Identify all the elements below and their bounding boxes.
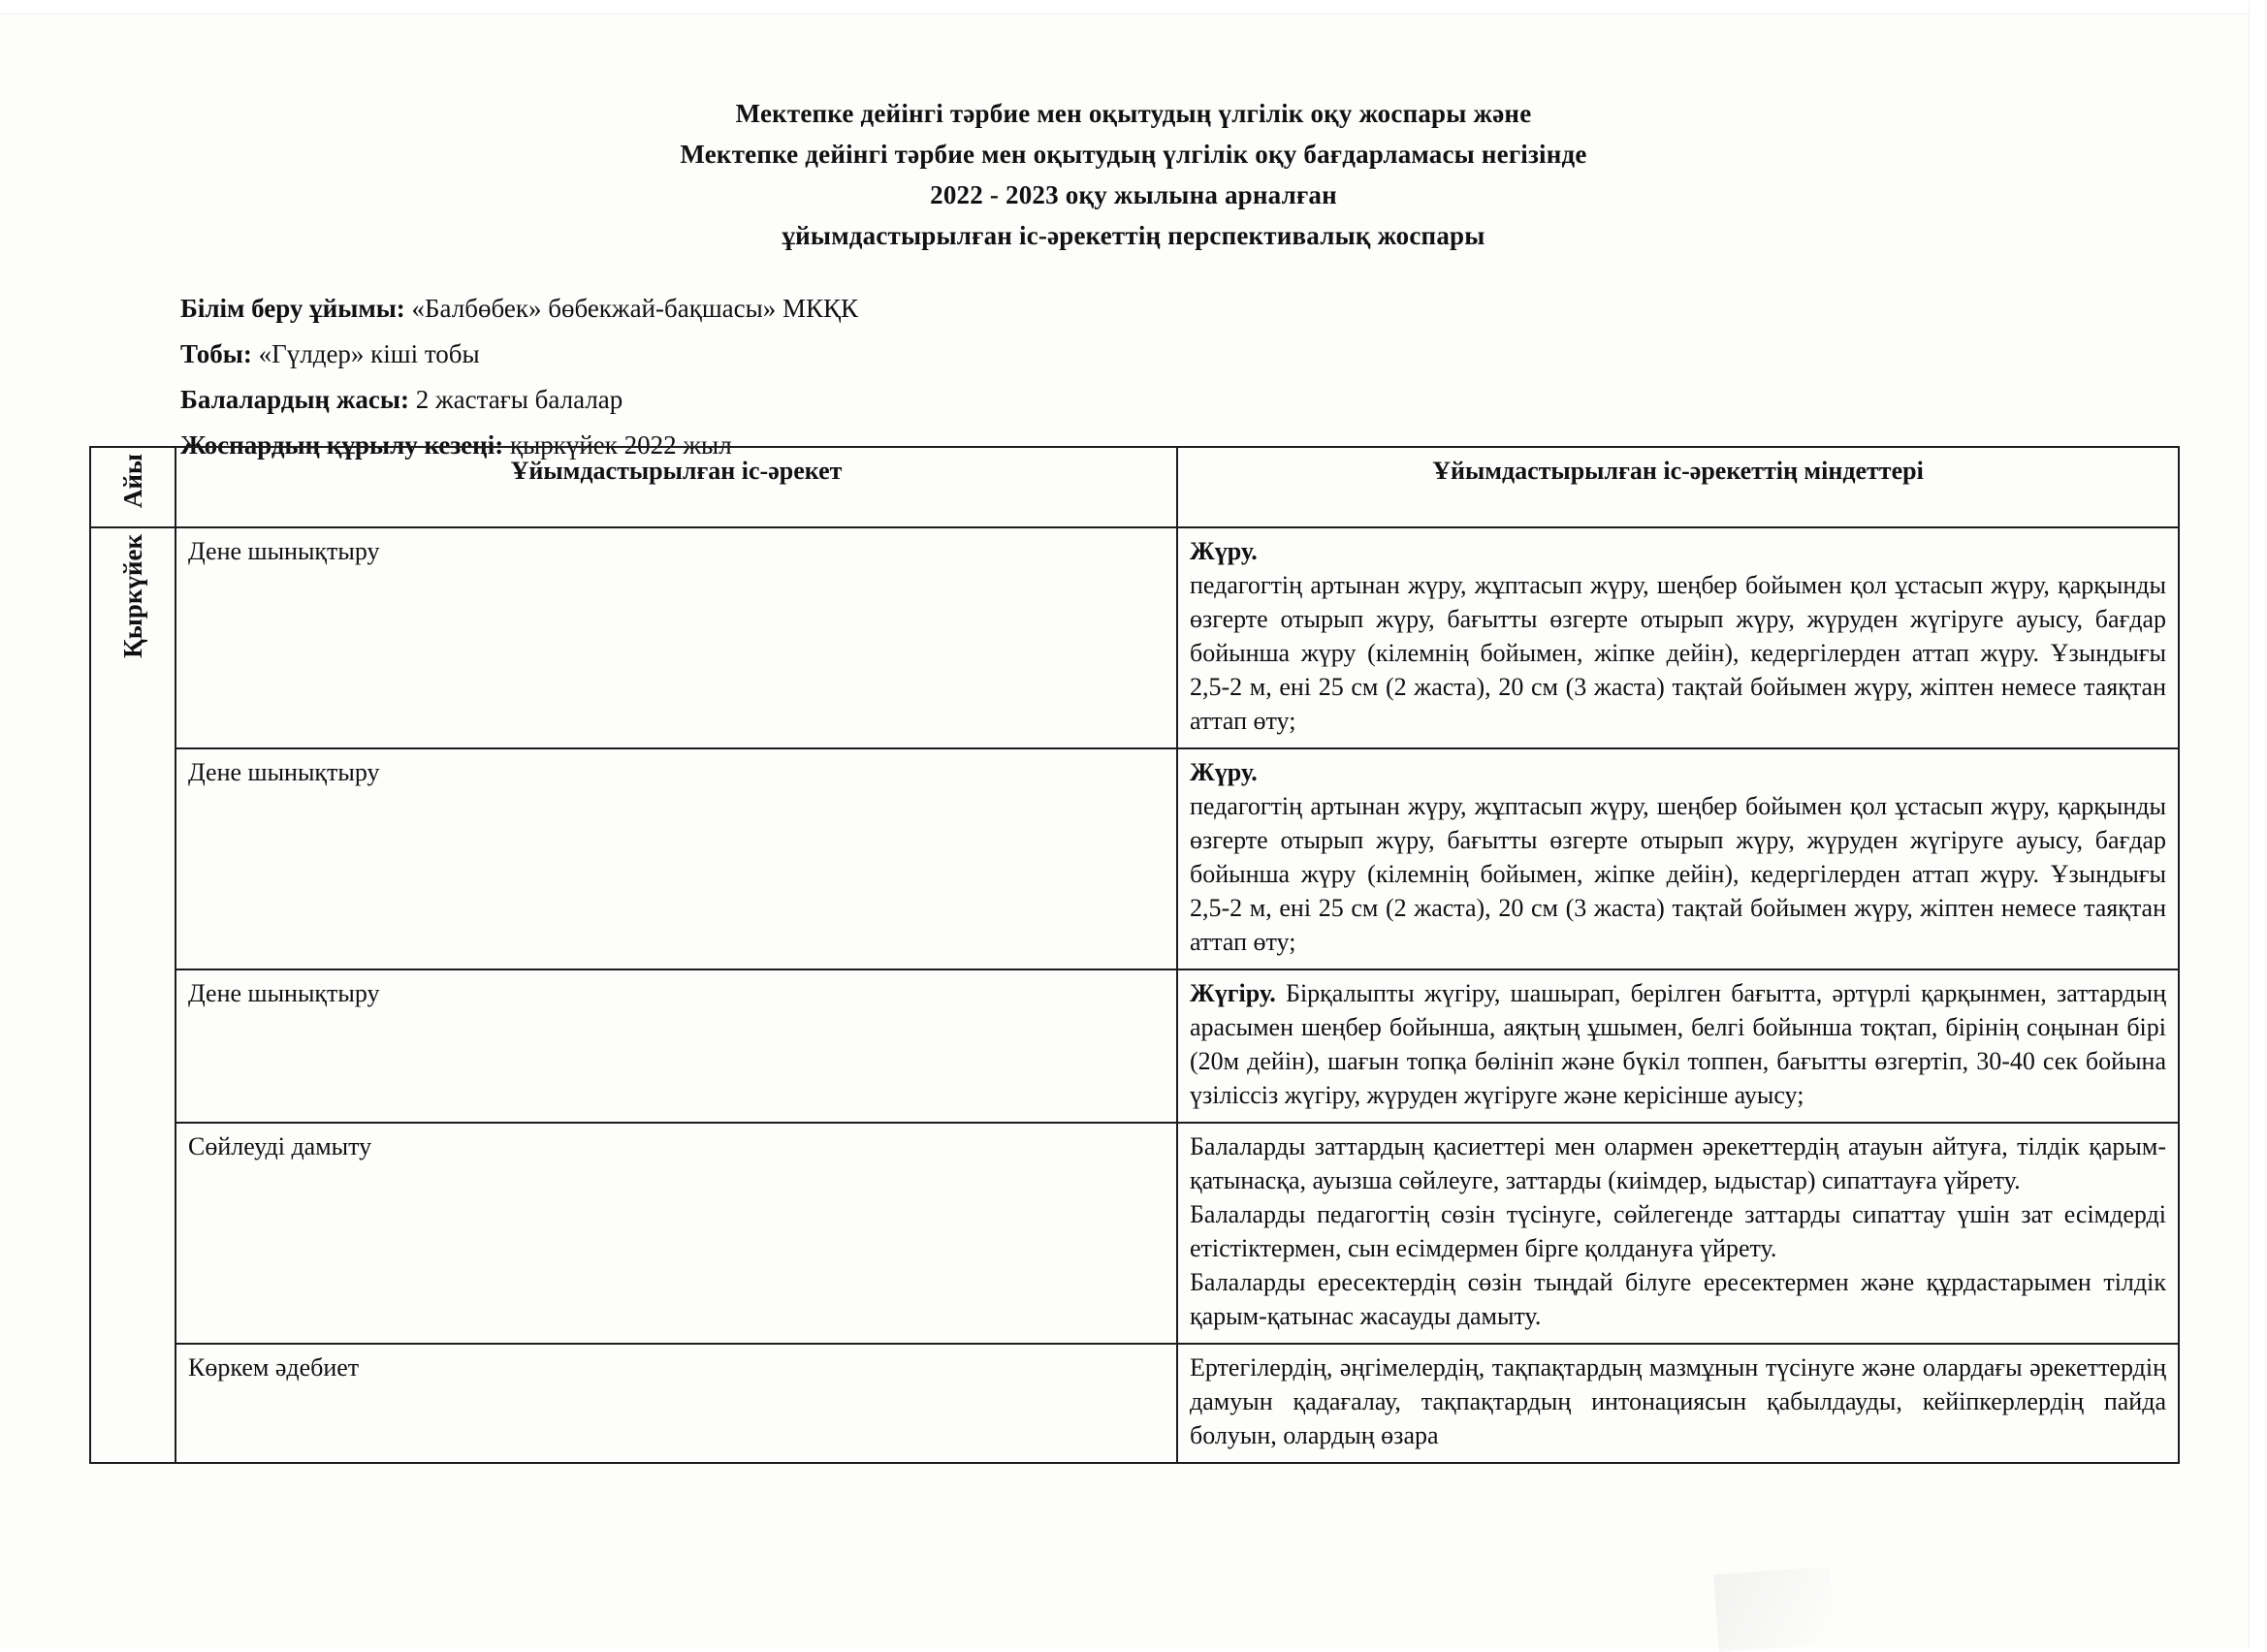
tasks-lead-text: Жүру. <box>1190 758 1258 787</box>
meta-row-age <box>180 377 858 423</box>
table-row <box>90 1123 2179 1344</box>
tasks-paragraph <box>1190 976 2166 1112</box>
meta-row-organization <box>180 286 858 332</box>
activity-cell: Дене шынықтыру <box>176 969 1177 1123</box>
month-cell <box>90 527 176 1463</box>
title-line-1: Мектепке дейінгі тәрбие мен оқытудың үлгілік оқу жоспары және <box>735 99 1532 128</box>
meta-row-group <box>180 332 858 377</box>
meta-label-organization: Білім беру ұйымы: <box>180 294 405 323</box>
tasks-paragraph: Балаларды педагогтің сөзін түсінуге, сөйлегенде заттарды сипаттау үшін зат есімдерді етістіктермен, сын есімдермен бірге қолдануға үйрету. <box>1190 1200 2166 1263</box>
tasks-paragraph: педагогтің артынан жүру, жұптасып жүру, шеңбер бойымен қол ұстасып жүру, қарқынды өзгерте отырып жүру, бағытты өзгерте отырып жүру, жүруден жүгіруге ауысу, бағдар бойынша жүру (кілемнің бойымен, жіпке дейін), кедергілерден аттап жүру. Ұзындығы 2,5-2 м, ені 25 см (2 жаста), 20 см (3 жаста) тақтай бойымен жүру, жіптен немесе таяқтан аттап өту; <box>1190 792 2166 957</box>
meta-label-age: Балалардың жасы: <box>180 385 409 414</box>
tasks-paragraph: педагогтің артынан жүру, жұптасып жүру, шеңбер бойымен қол ұстасып жүру, қарқынды өзгерте отырып жүру, бағытты өзгерте отырып жүру, жүруден жүгіруге ауысу, бағдар бойынша жүру (кілемнің бойымен, жіпке дейін), кедергілерден аттап жүру. Ұзындығы 2,5-2 м, ені 25 см (2 жаста), 20 см (3 жаста) тақтай бойымен жүру, жіптен немесе таяқтан аттап өту; <box>1190 571 2166 736</box>
table-row <box>90 1344 2179 1463</box>
tasks-lead <box>1190 755 2166 789</box>
tasks-cell <box>1177 527 2179 748</box>
title-line-2: Мектепке дейінгі тәрбие мен оқытудың үлгілік оқу бағдарламасы негізінде <box>680 140 1587 169</box>
tasks-paragraph-text: Бірқалыпты жүгіру, шашырап, берілген бағытта, әртүрлі қарқынмен, заттардың арасымен шеңбер бойынша, аяқтың ұшымен, белгі бойынша тоқтап, бірінің соңынан бірі (20м дейін), шағын топқа бөлініп және бүкіл топпен, бағытты өзгертіп, 30-40 сек бойына үзіліссіз жүгіру, жүруден жүгіруге және керісінше ауысу; <box>1190 979 2166 1110</box>
scan-edge-top <box>0 0 2267 15</box>
meta-value-organization: «Балбөбек» бөбекжай-бақшасы» МКҚК <box>411 294 859 323</box>
column-header-tasks: Ұйымдастырылған іс-әрекеттің міндеттері <box>1177 447 2179 527</box>
tasks-cell <box>1177 1123 2179 1344</box>
table-row <box>90 969 2179 1123</box>
title-line-4: ұйымдастырылған іс-әрекеттің перспективалық жоспары <box>782 221 1485 250</box>
activity-cell: Дене шынықтыру <box>176 527 1177 748</box>
meta-value-age: 2 жастағы балалар <box>415 385 623 414</box>
tasks-lead-text: Жүру. <box>1190 537 1258 566</box>
column-header-month-label: Айы <box>117 454 147 509</box>
tasks-lead-text: Жүгіру. <box>1190 979 1276 1008</box>
meta-label-group: Тобы: <box>180 339 252 368</box>
column-header-month <box>90 447 176 527</box>
activity-cell: Көркем әдебиет <box>176 1344 1177 1463</box>
activity-cell: Дене шынықтыру <box>176 748 1177 969</box>
document-metadata <box>180 286 858 468</box>
table-row <box>90 748 2179 969</box>
column-header-activity: Ұйымдастырылған іс-әрекет <box>176 447 1177 527</box>
meta-value-group: «Гүлдер» кіші тобы <box>258 339 480 368</box>
plan-table <box>89 446 2180 1464</box>
tasks-cell <box>1177 1344 2179 1463</box>
title-line-3: 2022 - 2023 оқу жылына арналған <box>930 180 1337 209</box>
tasks-paragraph: Балаларды ересектердің сөзін тыңдай білуге ересектермен және құрдастарымен тілдік қарым-қатынас жасауды дамыту. <box>1190 1268 2166 1331</box>
activity-cell: Сөйлеуді дамыту <box>176 1123 1177 1344</box>
meta-value-period: қыркүйек 2022 жыл <box>509 430 732 460</box>
table-row <box>90 527 2179 748</box>
tasks-paragraph: Ертегілердің, әңгімелердің, тақпақтардың мазмұнын түсінуге және олардағы әрекеттердің дамуын қадағалау, тақпақтардың интонациясын қабылдауды, кейіпкерлердің пайда болуын, олардың өзара <box>1190 1353 2166 1450</box>
tasks-cell <box>1177 969 2179 1123</box>
table-header-row <box>90 447 2179 527</box>
tasks-cell <box>1177 748 2179 969</box>
tasks-paragraph: Балаларды заттардың қасиеттері мен олармен әрекеттердің атауын айтуға, тілдік қарым-қатынасқа, ауызша сөйлеуге, заттарды (киімдер, ыдыстар) сипаттауға үйрету. <box>1190 1132 2166 1195</box>
month-label: Қыркүйек <box>117 534 147 658</box>
meta-label-period: Жоспардың құрылу кезеңі: <box>180 430 504 460</box>
document-title <box>0 93 2267 256</box>
tasks-lead <box>1190 534 2166 568</box>
scan-fold-artifact <box>1713 1567 1835 1652</box>
